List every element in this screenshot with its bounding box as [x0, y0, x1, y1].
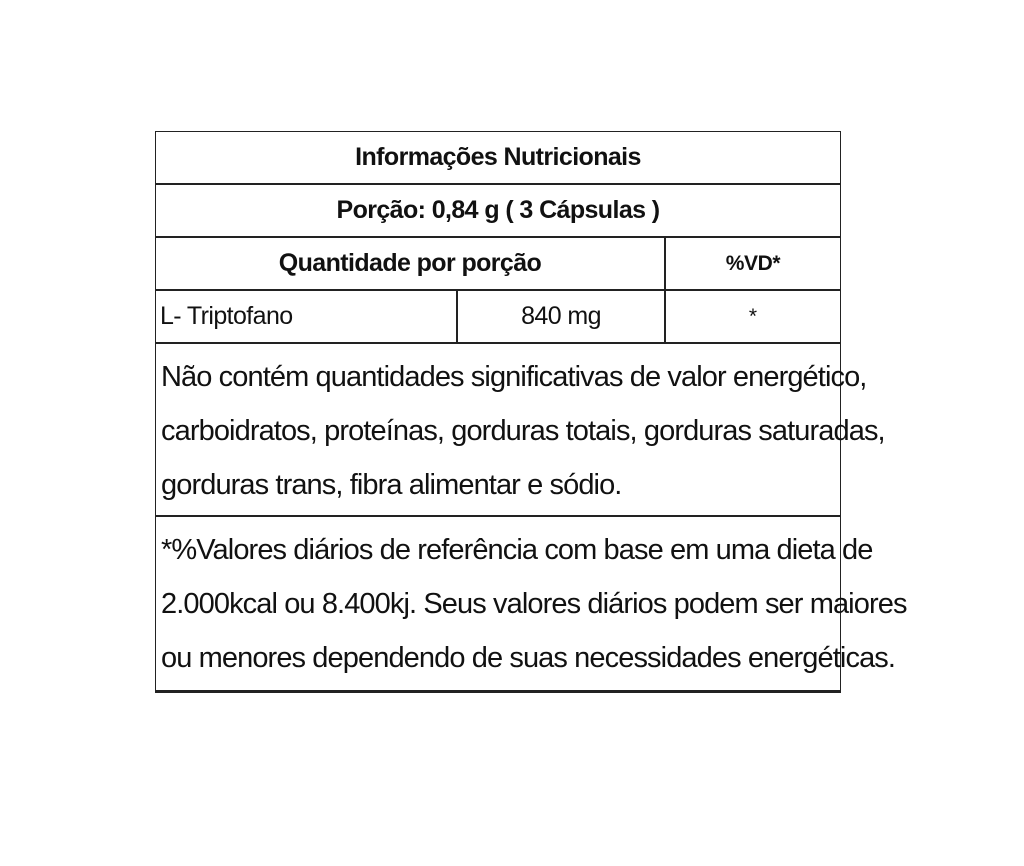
- nutrient-note-line: gorduras trans, fibra alimentar e sódio.: [161, 469, 622, 501]
- nutrient-note: [156, 344, 885, 517]
- nutrient-amount: 840 mg: [458, 291, 666, 342]
- table-title: Informações Nutricionais: [355, 143, 641, 171]
- amount-per-portion-header: Quantidade por porção: [156, 238, 666, 289]
- nutrient-daily-value: *: [748, 304, 758, 328]
- portion-size: Porção: 0,84 g ( 3 Cápsulas ): [336, 196, 660, 224]
- footnote-line: 2.000kcal ou 8.400kj. Seus valores diários podem ser maiores: [161, 588, 907, 620]
- footnote-line: ou menores dependendo de suas necessidades energéticas.: [161, 642, 896, 674]
- nutrient-note-line: Não contém quantidades significativas de valor energético,: [161, 361, 867, 393]
- footnote-line: *%Valores diários de referência com base em uma dieta de: [161, 534, 873, 566]
- daily-value-footnote: [156, 517, 907, 690]
- title-row: [156, 132, 840, 185]
- column-header-row: [156, 238, 840, 291]
- table-row: [156, 291, 840, 344]
- nutrient-note-line: carboidratos, proteínas, gorduras totais, gorduras saturadas,: [161, 415, 885, 447]
- nutrient-name: L- Triptofano: [156, 291, 458, 342]
- nutrition-facts-table: [155, 131, 907, 693]
- daily-value-header: %VD*: [725, 251, 781, 275]
- portion-row: [156, 185, 840, 238]
